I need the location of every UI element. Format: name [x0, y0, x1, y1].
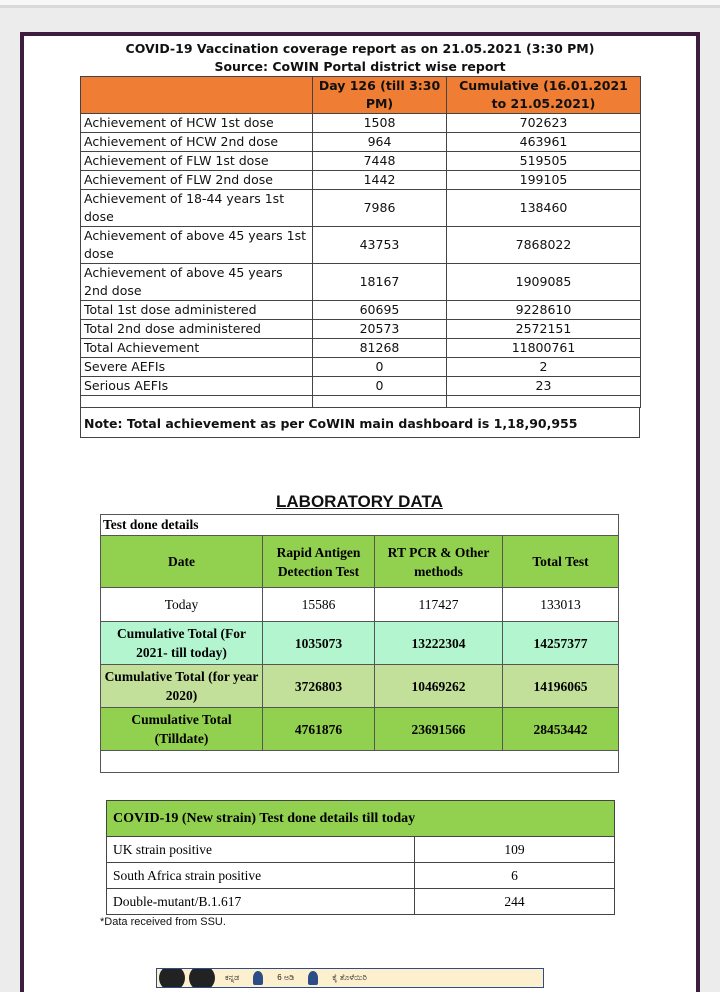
lab-header-row	[101, 536, 619, 588]
lab-row-cumulative-2020	[101, 665, 619, 708]
lab-row-label: Today	[101, 588, 263, 622]
lab-caption-row	[101, 515, 619, 536]
vaccination-row-label: Serious AEFIs	[81, 377, 313, 396]
lab-data	[100, 514, 618, 773]
lab-title: LABORATORY DATA	[276, 492, 443, 511]
vaccination-row-day-value: 7986	[313, 190, 447, 227]
vaccination-row-day-value: 60695	[313, 301, 447, 320]
vaccination-row-label: Severe AEFIs	[81, 358, 313, 377]
vaccination-row-cumulative-value: 7868022	[447, 227, 641, 264]
vaccination-row-cumulative-value: 702623	[447, 114, 641, 133]
vaccination-row	[81, 339, 641, 358]
vaccination-row-label: Achievement of HCW 2nd dose	[81, 133, 313, 152]
lab-empty-row	[101, 751, 619, 773]
lab-row-cumulative-tilldate	[101, 708, 619, 751]
vaccination-row-label: Achievement of 18-44 years 1st dose	[81, 190, 313, 227]
lab-row-rat: 3726803	[263, 665, 375, 708]
data-source-footnote: *Data received from SSU.	[100, 916, 226, 928]
strain-header-row	[107, 801, 615, 837]
vaccination-row	[81, 358, 641, 377]
vaccination-row-cumulative-value: 1909085	[447, 264, 641, 301]
report-page	[20, 32, 700, 992]
vaccination-note: Note: Total achievement as per CoWIN main dashboard is 1,18,90,955	[80, 408, 640, 438]
vaccination-row-cumulative-value: 9228610	[447, 301, 641, 320]
vaccination-row	[81, 133, 641, 152]
vaccination-row-label: Achievement of above 45 years 1st dose	[81, 227, 313, 264]
vaccination-row-day-value: 43753	[313, 227, 447, 264]
vaccination-row-day-value: 7448	[313, 152, 447, 171]
vaccination-row	[81, 171, 641, 190]
vaccination-row-day-value: 0	[313, 358, 447, 377]
vaccination-row-cumulative-value: 519505	[447, 152, 641, 171]
vaccination-row-label: Achievement of FLW 1st dose	[81, 152, 313, 171]
banner-text-2: 6 ಅಡಿ	[277, 973, 295, 982]
vaccination-row	[81, 264, 641, 301]
person-icon	[308, 971, 318, 985]
header-blank-cell	[81, 77, 313, 114]
lab-row-rat: 4761876	[263, 708, 375, 751]
vaccination-title: COVID-19 Vaccination coverage report as on 21.05.2021 (3:30 PM)	[125, 41, 595, 56]
strain-row-uk	[107, 837, 615, 863]
vaccination-row-cumulative-value: 11800761	[447, 339, 641, 358]
vaccination-row-label: Achievement of above 45 years 2nd dose	[81, 264, 313, 301]
vaccination-source: Source: CoWIN Portal district wise report	[214, 59, 506, 74]
lab-header-total: Total Test	[503, 536, 619, 588]
strain-row-value: 109	[415, 837, 615, 863]
vaccination-row-cumulative-value: 199105	[447, 171, 641, 190]
vaccination-row-cumulative-value: 2	[447, 358, 641, 377]
vaccination-row-cumulative-value: 138460	[447, 190, 641, 227]
strain-row-value: 6	[415, 863, 615, 889]
lab-row-rtpcr: 117427	[375, 588, 503, 622]
lab-row-total: 133013	[503, 588, 619, 622]
browser-top-bar	[0, 0, 720, 8]
vaccination-row-day-value: 964	[313, 133, 447, 152]
lab-caption: Test done details	[101, 515, 619, 536]
strain-table	[106, 800, 615, 915]
person-icon	[253, 971, 263, 985]
vaccination-row-day-value: 18167	[313, 264, 447, 301]
vaccination-row-cumulative-value: 23	[447, 377, 641, 396]
vaccination-row-day-value: 81268	[313, 339, 447, 358]
vaccination-row	[81, 320, 641, 339]
lab-row-rat: 1035073	[263, 622, 375, 665]
lab-header-rtpcr: RT PCR & Other methods	[375, 536, 503, 588]
vaccination-row-label: Total 1st dose administered	[81, 301, 313, 320]
lab-row-total: 14257377	[503, 622, 619, 665]
vaccination-report	[80, 40, 640, 438]
vaccination-row	[81, 377, 641, 396]
strain-row-label: Double-mutant/B.1.617	[107, 889, 415, 915]
vaccination-gap-row	[81, 396, 641, 408]
vaccination-row-day-value: 1442	[313, 171, 447, 190]
mask-logo-icon	[159, 968, 185, 988]
vaccination-row-day-value: 0	[313, 377, 447, 396]
lab-header-rat: Rapid Antigen Detection Test	[263, 536, 375, 588]
column-header-cumulative: Cumulative (16.01.2021 to 21.05.2021)	[447, 77, 641, 114]
lab-row-label: Cumulative Total (For 2021- till today)	[101, 622, 263, 665]
column-header-day: Day 126 (till 3:30 PM)	[313, 77, 447, 114]
strain-row-value: 244	[415, 889, 615, 915]
banner-text-3: ಕೈ ತೊಳೆಯಿರಿ	[332, 973, 367, 982]
strain-data	[106, 800, 614, 915]
banner-text-1: ಕನ್ನಡ	[225, 973, 240, 982]
vaccination-row	[81, 152, 641, 171]
vaccination-header-row	[81, 77, 641, 114]
strain-row-label: UK strain positive	[107, 837, 415, 863]
vaccination-row-cumulative-value: 2572151	[447, 320, 641, 339]
vaccination-row-day-value: 1508	[313, 114, 447, 133]
vaccination-table	[80, 76, 641, 408]
lab-row-total: 28453442	[503, 708, 619, 751]
strain-title: COVID-19 (New strain) Test done details till today	[107, 801, 615, 837]
lab-row-rtpcr: 13222304	[375, 622, 503, 665]
strain-row-double-mutant	[107, 889, 615, 915]
lab-row-today	[101, 588, 619, 622]
lab-row-label: Cumulative Total (Tilldate)	[101, 708, 263, 751]
vaccination-row	[81, 190, 641, 227]
vaccination-row-label: Achievement of HCW 1st dose	[81, 114, 313, 133]
strain-row-label: South Africa strain positive	[107, 863, 415, 889]
vaccination-row	[81, 301, 641, 320]
vaccination-row-label: Total 2nd dose administered	[81, 320, 313, 339]
vaccination-row	[81, 227, 641, 264]
vaccination-row-cumulative-value: 463961	[447, 133, 641, 152]
lab-row-cumulative-2021	[101, 622, 619, 665]
lab-row-rtpcr: 10469262	[375, 665, 503, 708]
lab-row-label: Cumulative Total (for year 2020)	[101, 665, 263, 708]
lab-row-rtpcr: 23691566	[375, 708, 503, 751]
vaccination-row-label: Achievement of FLW 2nd dose	[81, 171, 313, 190]
face-logo-icon	[189, 968, 215, 988]
awareness-banner	[156, 968, 544, 988]
lab-row-rat: 15586	[263, 588, 375, 622]
vaccination-row-label: Total Achievement	[81, 339, 313, 358]
vaccination-row	[81, 114, 641, 133]
lab-header-date: Date	[101, 536, 263, 588]
vaccination-row-day-value: 20573	[313, 320, 447, 339]
lab-table	[100, 514, 619, 773]
lab-row-total: 14196065	[503, 665, 619, 708]
strain-row-south-africa	[107, 863, 615, 889]
